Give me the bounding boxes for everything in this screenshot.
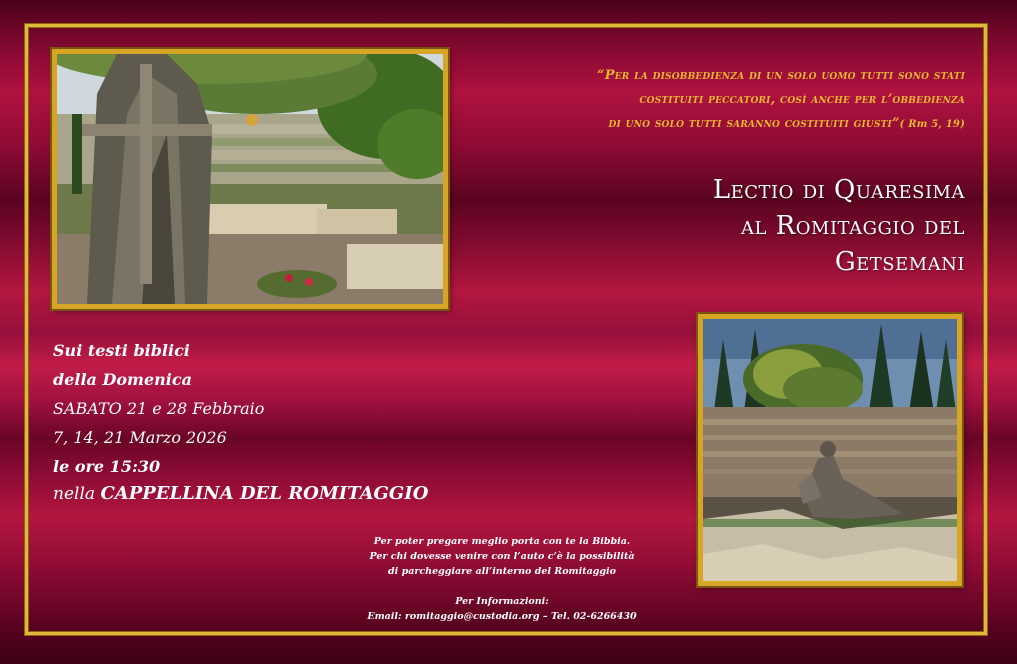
details-line-1: Sui testi biblici [53,341,190,360]
details-place: CAPPELLINA DEL ROMITAGGIO [100,483,429,504]
details-line-2: della Domenica [53,370,192,389]
contact-info: Email: romitaggio@custodia.org – Tel. 02-6266430 [367,611,637,622]
details-line-3: SABATO 21 e 28 Febbraio [53,399,265,418]
event-title [445,172,965,280]
details-line-4: 7, 14, 21 Marzo 2026 [53,428,227,447]
info-heading: Per Informazioni: [455,596,549,607]
note-line-1: Per poter pregare meglio porta con te la Bibbia. [373,536,631,547]
title-line-3: Getsemani [834,247,965,277]
title-line-1: Lectio di Quaresima [712,175,965,205]
details-line-6 [53,481,428,507]
event-details [53,336,428,507]
getsemani-statue-photo [698,314,962,586]
details-line-5: le ore 15:30 [53,457,161,476]
practical-notes [362,534,642,624]
quote-reference: ( Rm 5, 19) [899,119,965,130]
quote-line-3 [405,112,965,137]
note-line-2: Per chi dovesse venire con l’auto c’è la possibilità [369,551,635,562]
quote-line-2: costituiti peccatori, così anche per l’obbedienza [639,92,965,107]
bible-quote [405,64,965,137]
note-line-3: di parcheggiare all’interno del Romitaggio [388,566,616,577]
title-line-2: al Romitaggio del [740,211,965,241]
details-line-6-prefix: nella [53,484,101,504]
quote-line-1: “Per la disobbedienza di un solo uomo tutti sono stati [597,68,965,83]
quote-line-3-text: di uno solo tutti saranno costituiti giusti” [608,116,900,131]
olive-garden-photo [52,49,448,309]
